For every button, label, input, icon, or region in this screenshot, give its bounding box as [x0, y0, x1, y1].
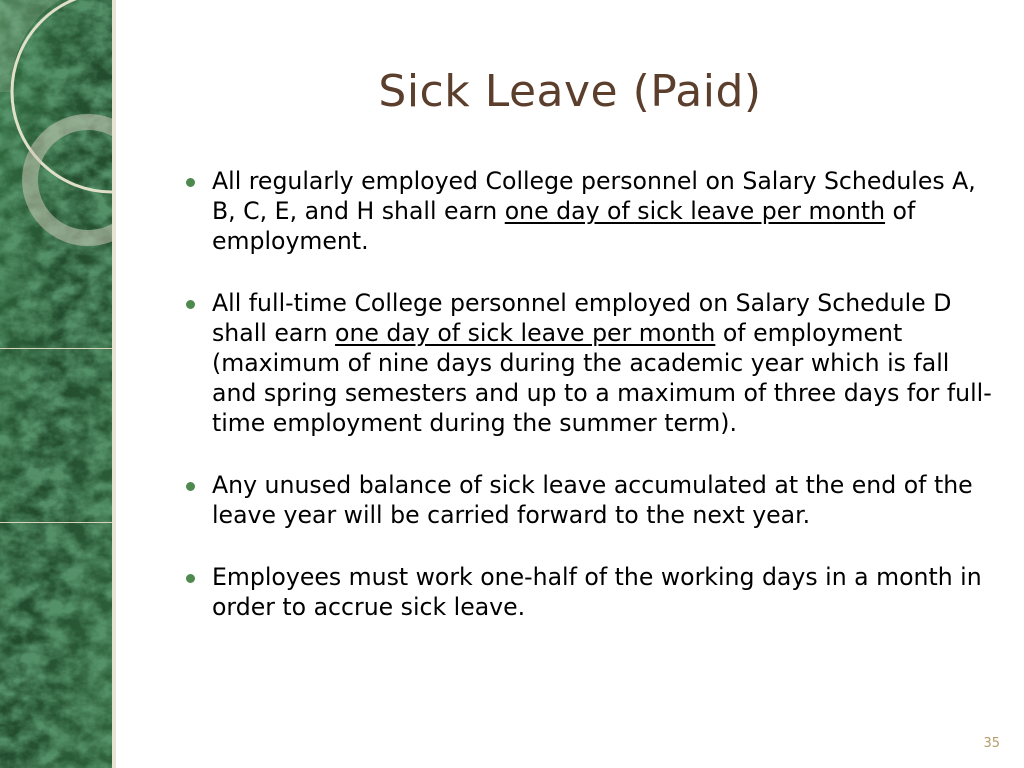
bullet-underlined-text: one day of sick leave per month	[335, 319, 716, 347]
slide-number: 35	[983, 736, 1000, 751]
panel-divider-line	[0, 522, 112, 523]
bullet-item	[184, 562, 994, 622]
bullet-text-part: All full-time College personnel employed on Salary Schedule D shall earn	[212, 289, 952, 347]
bullet-text	[212, 563, 982, 621]
bullet-item	[184, 470, 994, 530]
bullet-text	[212, 167, 976, 255]
slide-title: Sick Leave (Paid)	[378, 66, 762, 117]
bullet-dot-icon	[186, 574, 195, 583]
bullet-item	[184, 288, 994, 438]
marble-texture	[0, 0, 112, 768]
bullet-text-part: of employment (maximum of nine days during the academic year which is fall and spring semesters and up to a maximum of three days for full-time employment during the summer term).	[212, 319, 992, 437]
bullet-list	[184, 166, 994, 654]
bullet-item	[184, 166, 994, 256]
bullet-underlined-text: one day of sick leave per month	[504, 197, 886, 225]
bullet-text-part: All regularly employed College personnel on Salary Schedules A, B, C, E, and H shall earn	[212, 167, 976, 225]
bullet-text-part: of employment.	[212, 197, 916, 255]
panel-divider-line	[0, 348, 112, 349]
bullet-text	[212, 289, 992, 437]
decorative-marble-panel	[0, 0, 114, 768]
bullet-dot-icon	[186, 178, 195, 187]
bullet-dot-icon	[186, 482, 195, 491]
bullet-text-part: Any unused balance of sick leave accumulated at the end of the leave year will be carried forward to the next year.	[212, 471, 973, 529]
bullet-dot-icon	[186, 300, 195, 309]
bullet-text-part: Employees must work one-half of the working days in a month in order to accrue sick leave.	[212, 563, 982, 621]
bullet-text	[212, 471, 973, 529]
